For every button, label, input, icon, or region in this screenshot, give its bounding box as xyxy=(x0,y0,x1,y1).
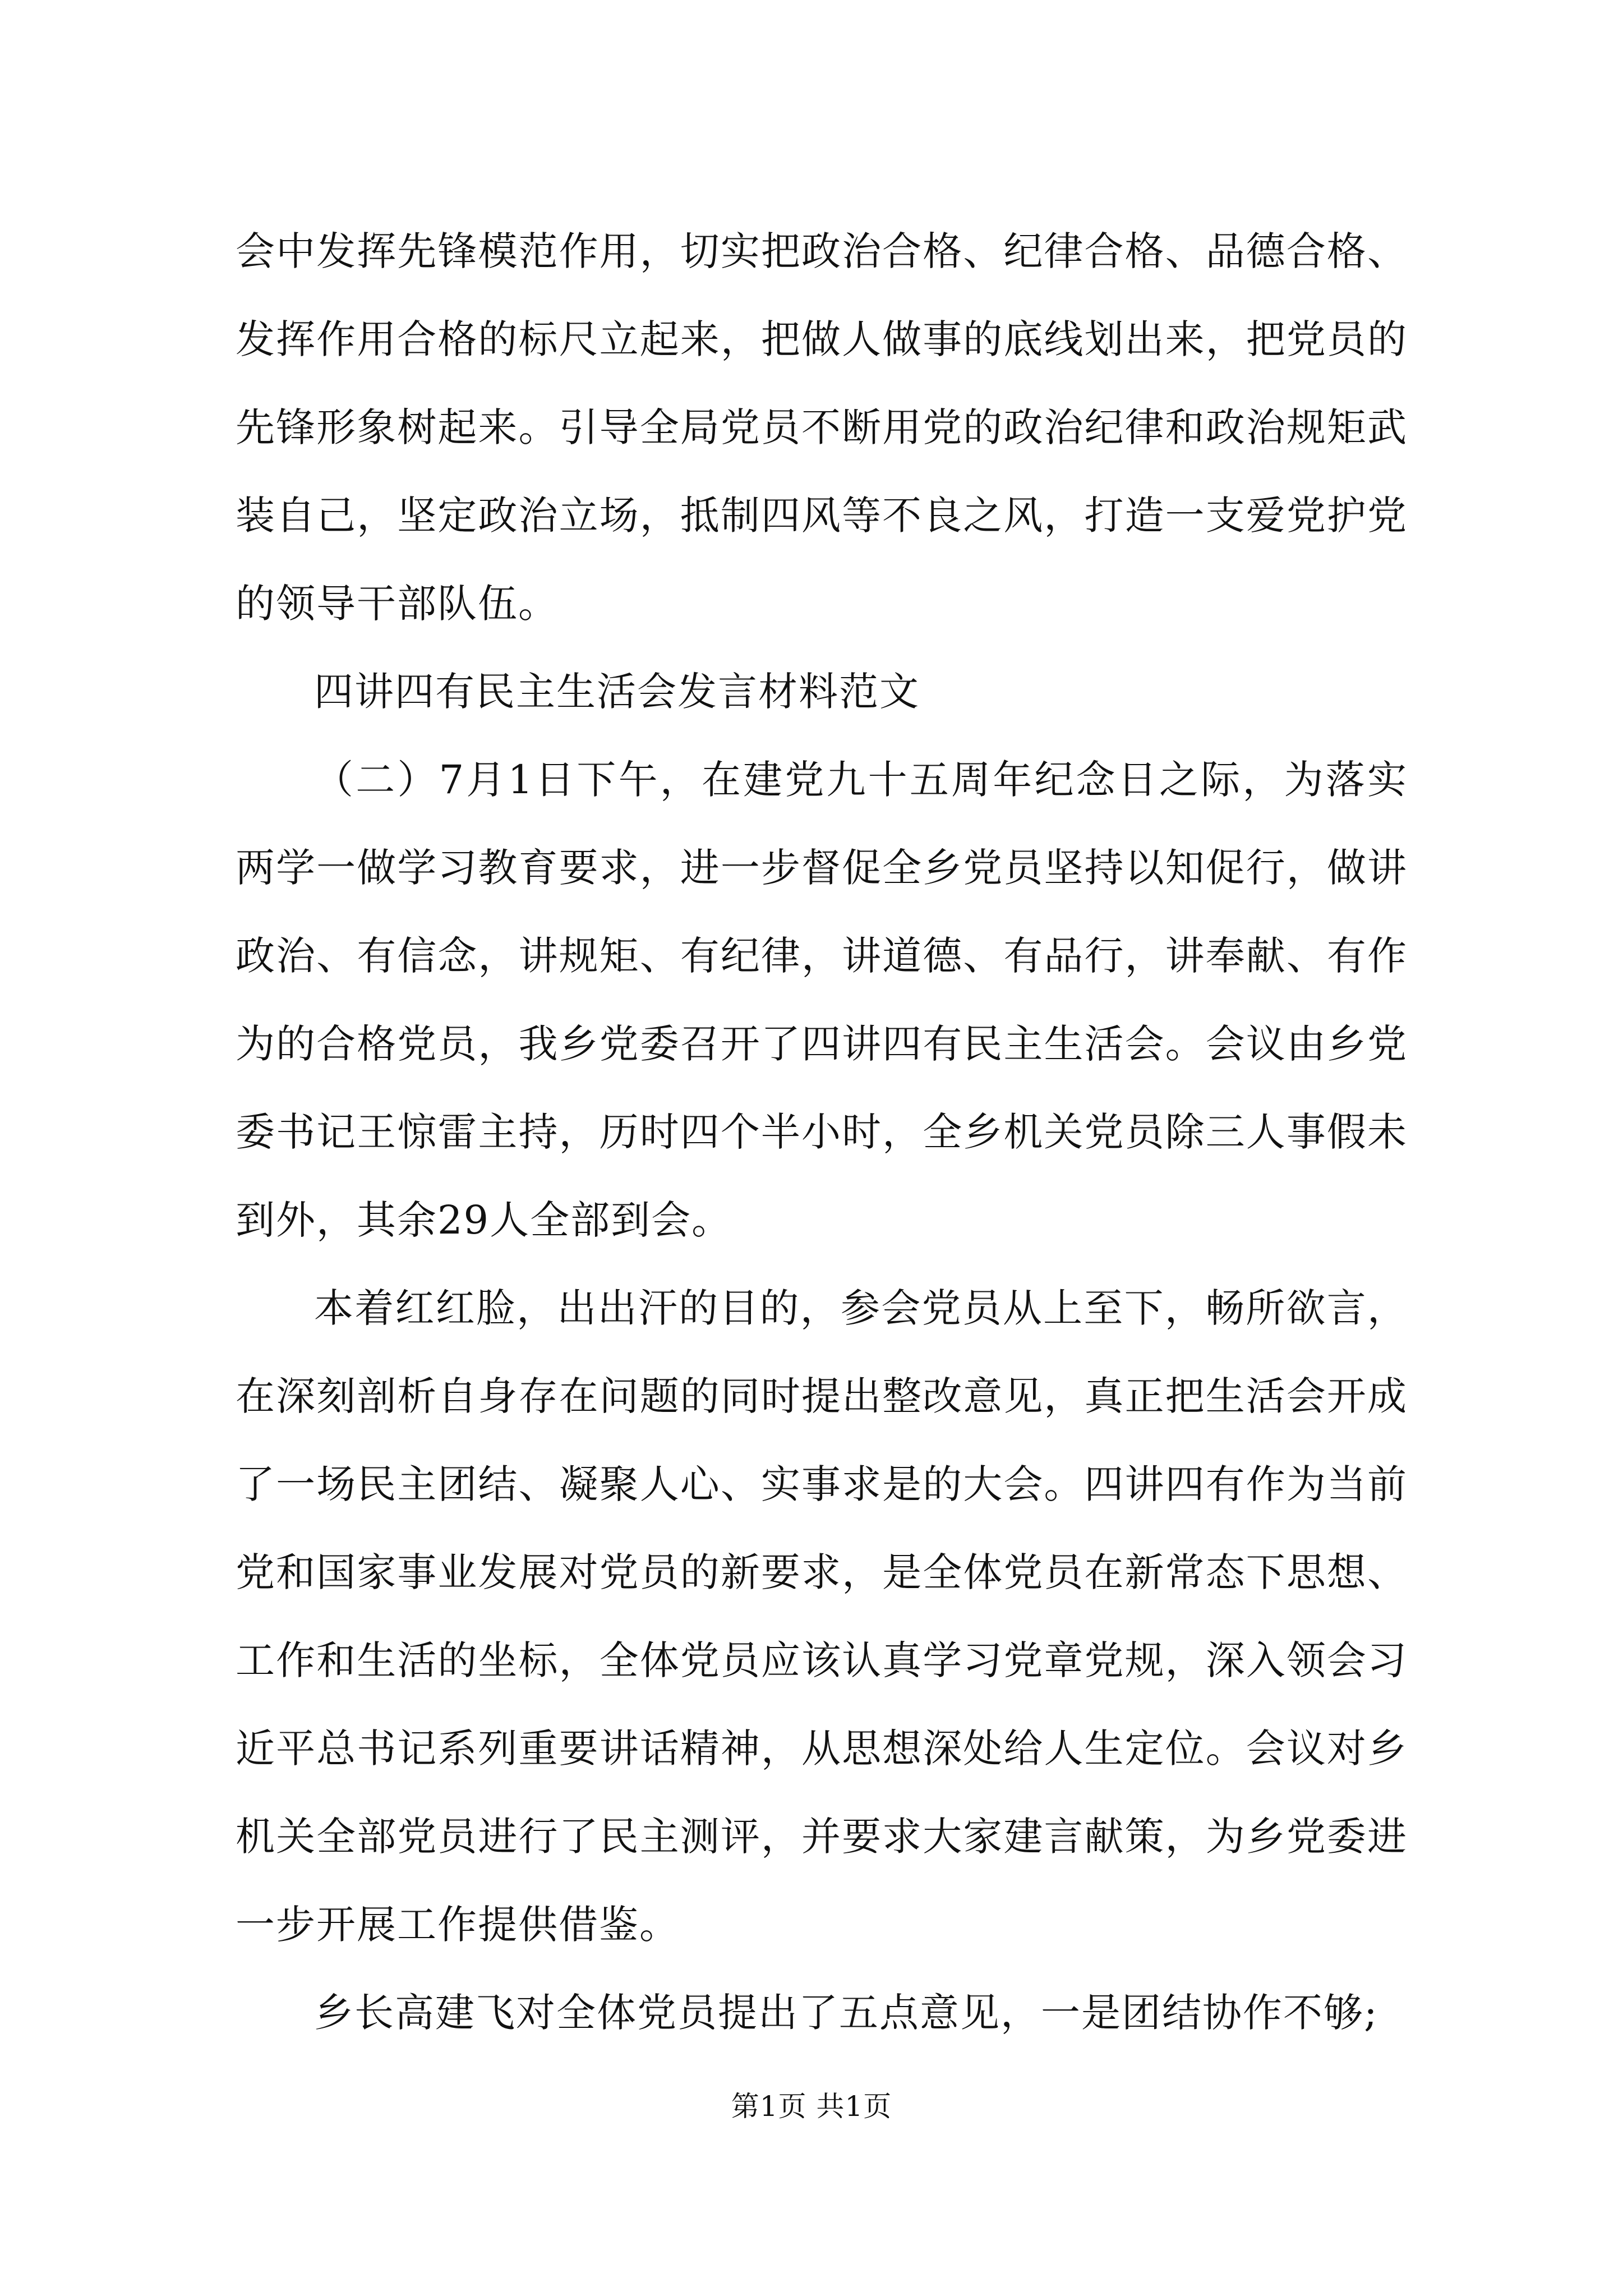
paragraph-continuation: 会中发挥先锋模范作用，切实把政治合格、纪律合格、品德合格、发挥作用合格的标尺立起来，把做人做事的底线划出来，把党员的先锋形象树起来。引导全局党员不断用党的政治纪律和政治规矩武装自己，坚定政治立场，抵制四风等不良之风，打造一支爱党护党的领导干部队伍。 xyxy=(236,228,1408,627)
paragraph-mayor-opinions: 乡长高建飞对全体党员提出了五点意见，一是团结协作不够; xyxy=(314,1990,1378,2036)
page-footer: 第1页 共1页 xyxy=(731,2090,892,2123)
section-heading: 四讲四有民主生活会发言材料范文 xyxy=(314,669,920,715)
paragraph-meeting-intro: （二）7月1日下午，在建党九十五周年纪念日之际，为落实两学一做学习教育要求，进一步督促全乡党员坚持以知促行，做讲政治、有信念，讲规矩、有纪律，讲道德、有品行，讲奉献、有作为的合格党员，我乡党委召开了四讲四有民主生活会。会议由乡党委书记王惊雷主持，历时四个半小时，全乡机关党员除三人事假未到外，其余29人全部到会。 xyxy=(236,757,1408,1243)
paragraph-meeting-content: 本着红红脸，出出汗的目的，参会党员从上至下，畅所欲言，在深刻剖析自身存在问题的同时提出整改意见，真正把生活会开成了一场民主团结、凝聚人心、实事求是的大会。四讲四有作为当前党和国家事业发展对党员的新要求，是全体党员在新常态下思想、工作和生活的坐标，全体党员应该认真学习党章党规，深入领会习近平总书记系列重要讲话精神，从思想深处给人生定位。会议对乡机关全部党员进行了民主测评，并要求大家建言献策，为乡党委进一步开展工作提供借鉴。 xyxy=(236,1285,1408,1948)
document-body xyxy=(236,208,1408,2057)
